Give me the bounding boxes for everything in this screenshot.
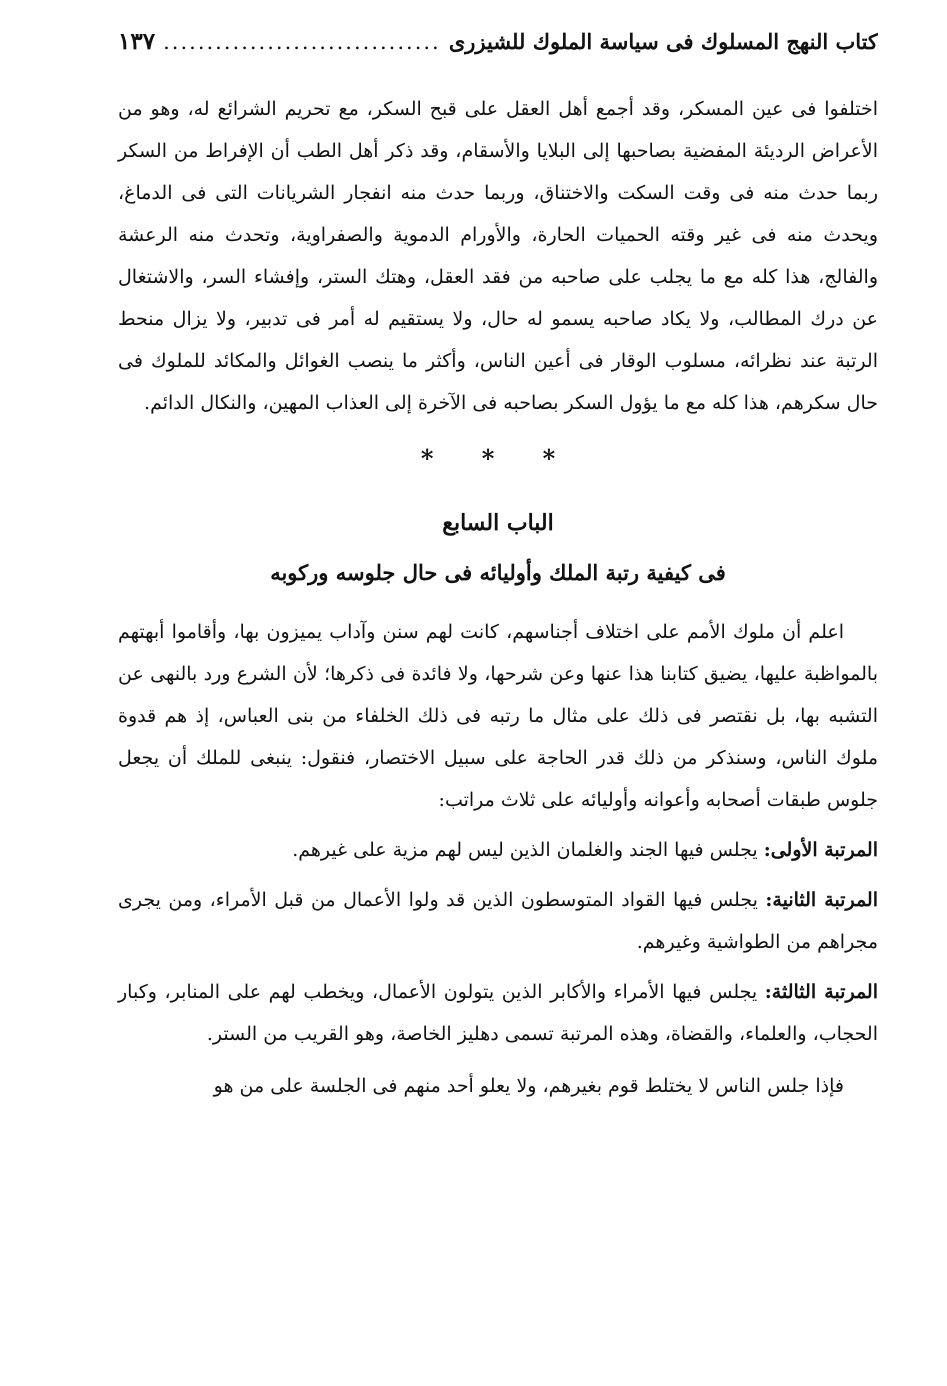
rank-text: يجلس فيها القواد المتوسطون الذين قد ولوا الأعمال من قبل الأمراء، ومن يجرى مجراهم من الطواشية وغيرهم. <box>118 889 878 953</box>
rank-label: المرتبة الثانية: <box>765 889 878 911</box>
spacer <box>118 1055 878 1065</box>
rank-text: يجلس فيها الأمراء والأكابر الذين يتولون الأعمال، ويخطب لهم على المنابر، وكبار الحجاب، والعلماء، والقضاة، وهذه المرتبة تسمى دهليز الخاصة، وهو القريب من الستر. <box>118 981 878 1045</box>
book-page <box>118 28 878 1378</box>
rank-item-second <box>118 879 878 963</box>
paragraph-intoxication: اختلفوا فى عين المسكر، وقد أجمع أهل العقل على قبح السكر، مع تحريم الشرائع له، وهو من الأعراض الرديئة المفضية بصاحبها إلى البلايا والأسقام، وقد ذكر أهل الطب أن الإفراط من السكر ربما حدث منه فى وقت السكت والاختناق، وربما حدث منه انفجار الشريانات التى فى الدماغ، ويحدث منه فى غير وقته الحميات الحارة، والأورام الدموية والصفراوية، وتحدث منه الرعشة والفالج، هذا كله مع ما يجلب على صاحبه من فقد العقل، وهتك الستر، وإفشاء السر، والاشتغال عن درك المطالب، ولا يكاد صاحبه يسمو له حال، ولا يستقيم له أمر فى تدبير، ولا يزال منحط الرتبة عند نظرائه، مسلوب الوقار فى أعين الناس، وأكثر ما ينصب الغوائل والمكائد للملوك فى حال سكرهم، هذا كله مع ما يؤول السكر بصاحبه فى الآخرة إلى العذاب المهين، والنكال الدائم. <box>118 98 878 414</box>
chapter-title: الباب السابع <box>442 510 554 536</box>
rank-label: المرتبة الثالثة: <box>764 981 879 1003</box>
running-header <box>118 28 878 88</box>
paragraph-kings-customs: اعلم أن ملوك الأمم على اختلاف أجناسهم، كانت لهم سنن وآداب يميزون بها، وأقاموا أبهتهم بالمواظبة عليها، يضيق كتابنا هذا عنها وعن شرحها، ولا فائدة فى ذكرها؛ لأن الشرع ورد بالنهى عن التشبه بها، بل نقتصر فى ذلك على مثال ما رتبه فى ذلك الخلفاء من بنى العباس، إذ هم قدوة ملوك الناس، وسنذكر من ذلك قدر الحاجة على سبيل الاختصار، فنقول: ينبغى للملك أن يجعل جلوس طبقات أصحابه وأعوانه وأوليائه على ثلاث مراتب: <box>118 621 878 811</box>
rank-label: المرتبة الأولى: <box>763 839 878 861</box>
page-number: ١٣٧ <box>118 28 156 55</box>
chapter-subtitle: فى كيفية رتبة الملك وأوليائه فى حال جلوسه وركوبه <box>270 560 726 585</box>
book-title: كتاب النهج المسلوك فى سياسة الملوك للشيزرى <box>448 29 878 54</box>
rank-item-third <box>118 971 878 1055</box>
header-dot-leader: ................................ <box>163 30 441 54</box>
section-separator: * * * <box>420 444 576 473</box>
rank-text: يجلس فيها الجند والغلمان الذين ليس لهم مزية على غيرهم. <box>292 839 758 861</box>
rank-item-first <box>118 829 878 871</box>
paragraph-seating-order: فإذا جلس الناس لا يختلط قوم بغيرهم، ولا يعلو أحد منهم فى الجلسة على من هو <box>213 1075 844 1097</box>
